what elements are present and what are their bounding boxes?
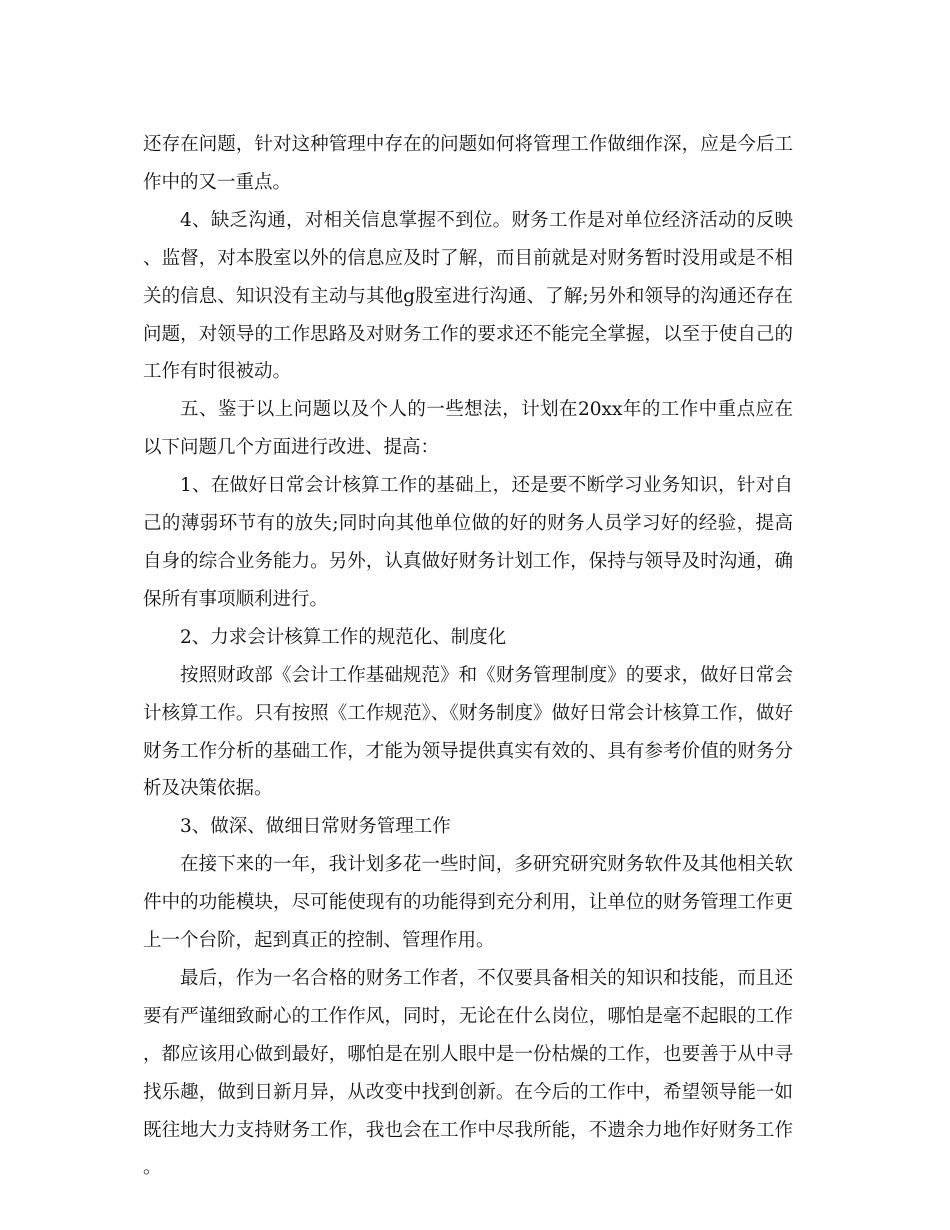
paragraph-conclusion: 最后，作为一名合格的财务工作者，不仅要具备相关的知识和技能，而且还要有严谨细致耐心的工作作风，同时，无论在什么岗位，哪怕是毫不起眼的工作，都应该用心做到最好，哪怕是在别人眼中是一份枯燥的工作，也要善于从中寻找乐趣，做到日新月异，从改变中找到创新。在今后的工作中，希望领导能一如既往地大力支持财务工作，我也会在工作中尽我所能，不遗余力地作好财务工作。: [143, 967, 793, 1179]
paragraph-communication: 4、缺乏沟通，对相关信息掌握不到位。财务工作是对单位经济活动的反映、监督，对本股室以外的信息应及时了解，而目前就是对财务暂时没用或是不相关的信息、知识没有主动与其他g股室进行沟通、了解;另外和领导的沟通还存在问题，对领导的工作思路及对财务工作的要求还不能完全掌握，以至于使自己的工作有时很被动。: [143, 209, 793, 383]
paragraph-item-one: 1、在做好日常会计核算工作的基础上，还是要不断学习业务知识，针对自己的薄弱环节有的放失;同时向其他单位做的好的财务人员学习好的经验，提高自身的综合业务能力。另外，认真做好财务计划工作，保持与领导及时沟通，确保所有事项顺利进行。: [143, 475, 793, 610]
paragraph-item-two-heading: 2、力求会计核算工作的规范化、制度化: [180, 626, 507, 648]
paragraph-item-three-body: 在接下来的一年，我计划多花一些时间，多研究研究财务软件及其他相关软件中的功能模块，尽可能使现有的功能得到充分利用，让单位的财务管理工作更上一个台阶，起到真正的控制、管理作用。: [143, 854, 793, 952]
paragraph-item-two-body: 按照财政部《会计工作基础规范》和《财务管理制度》的要求，做好日常会计核算工作。只有按照《工作规范》、《财务制度》做好日常会计核算工作，做好财务工作分析的基础工作，才能为领导提供真实有效的、具有参考价值的财务分析及决策依据。: [143, 664, 793, 800]
paragraph-item-three-heading: 3、做深、做细日常财务管理工作: [180, 816, 451, 838]
paragraph-section-five: 五、鉴于以上问题以及个人的一些想法，计划在20xx年的工作中重点应在以下问题几个方面进行改进、提高：: [143, 399, 793, 459]
paragraph-continuation: 还存在问题，针对这种管理中存在的问题如何将管理工作做细作深，应是今后工作中的又一重点。: [143, 134, 793, 193]
document-body: [143, 126, 793, 1187]
